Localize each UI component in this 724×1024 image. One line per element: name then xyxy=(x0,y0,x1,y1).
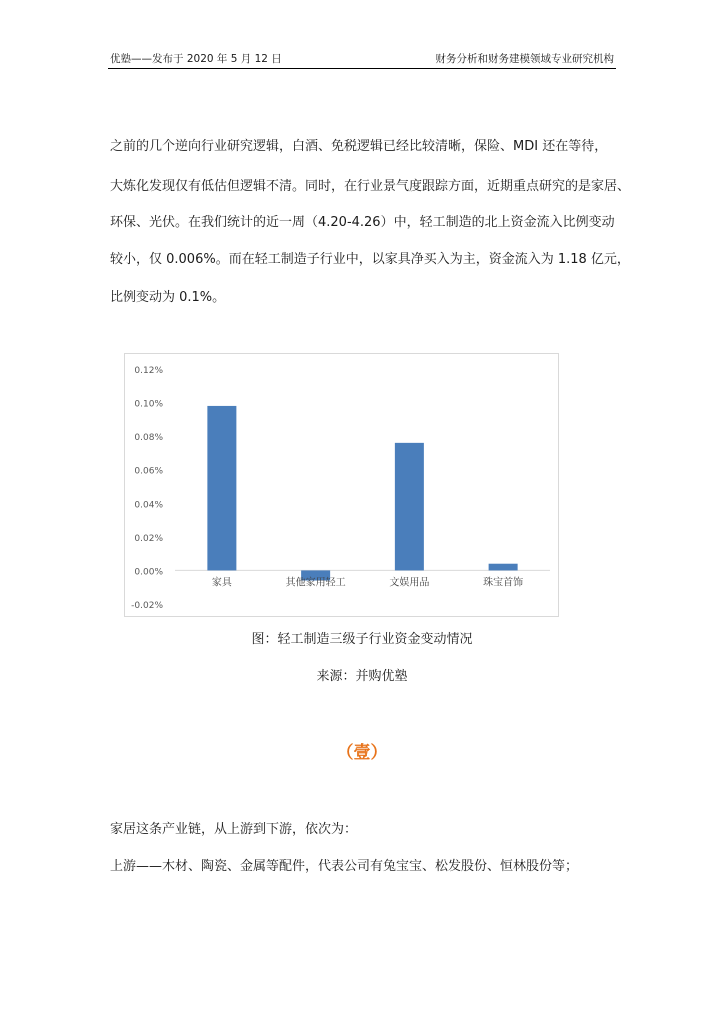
header-publish-date: 优塾——发布于 2020 年 5 月 12 日 xyxy=(110,53,282,65)
page-header xyxy=(108,52,616,69)
header-org-tagline: 财务分析和财务建模领域专业研究机构 xyxy=(435,53,614,65)
bar-chart-svg xyxy=(125,354,558,616)
y-tick-label: 0.00% xyxy=(134,567,163,578)
bar xyxy=(207,406,236,571)
y-tick-label: 0.06% xyxy=(134,466,163,477)
x-category-label: 其他家用轻工 xyxy=(285,577,346,589)
bar xyxy=(489,564,518,571)
paragraph-line: 大炼化发现仅有低估但逻辑不清。同时，在行业景气度跟踪方面，近期重点研究的是家居、 xyxy=(110,179,631,194)
y-tick-label: 0.08% xyxy=(134,433,163,444)
paragraph-line: 较小，仅 0.006%。而在轻工制造子行业中，以家具净买入为主，资金流入为 1.18 亿元， xyxy=(110,252,630,267)
paragraph-line: 上游——木材、陶瓷、金属等配件，代表公司有兔宝宝、松发股份、恒林股份等； xyxy=(110,859,579,874)
y-tick-label: 0.02% xyxy=(134,533,163,544)
bar-chart xyxy=(124,353,559,617)
paragraph-line: 环保、光伏。在我们统计的近一周（4.20-4.26）中，轻工制造的北上资金流入比例变动 xyxy=(110,215,615,230)
paragraph-line: 比例变动为 0.1%。 xyxy=(110,290,226,305)
x-category-label: 文娱用品 xyxy=(389,577,430,589)
figure-caption: 图：轻工制造三级子行业资金变动情况 xyxy=(251,632,473,647)
section-marker: （壹） xyxy=(336,743,388,763)
bar xyxy=(395,443,424,571)
y-tick-label: 0.10% xyxy=(134,399,163,410)
y-tick-label: 0.12% xyxy=(134,366,163,376)
paragraph-line: 之前的几个逆向行业研究逻辑，白酒、免税逻辑已经比较清晰，保险、MDI 还在等待， xyxy=(110,139,608,154)
figure-source: 来源：并购优塾 xyxy=(316,669,408,684)
x-category-label: 家具 xyxy=(211,577,232,589)
y-tick-label: 0.04% xyxy=(134,500,163,511)
y-tick-label: -0.02% xyxy=(131,601,163,611)
x-category-label: 珠宝首饰 xyxy=(483,577,524,589)
paragraph-line: 家居这条产业链，从上游到下游，依次为： xyxy=(110,822,358,837)
